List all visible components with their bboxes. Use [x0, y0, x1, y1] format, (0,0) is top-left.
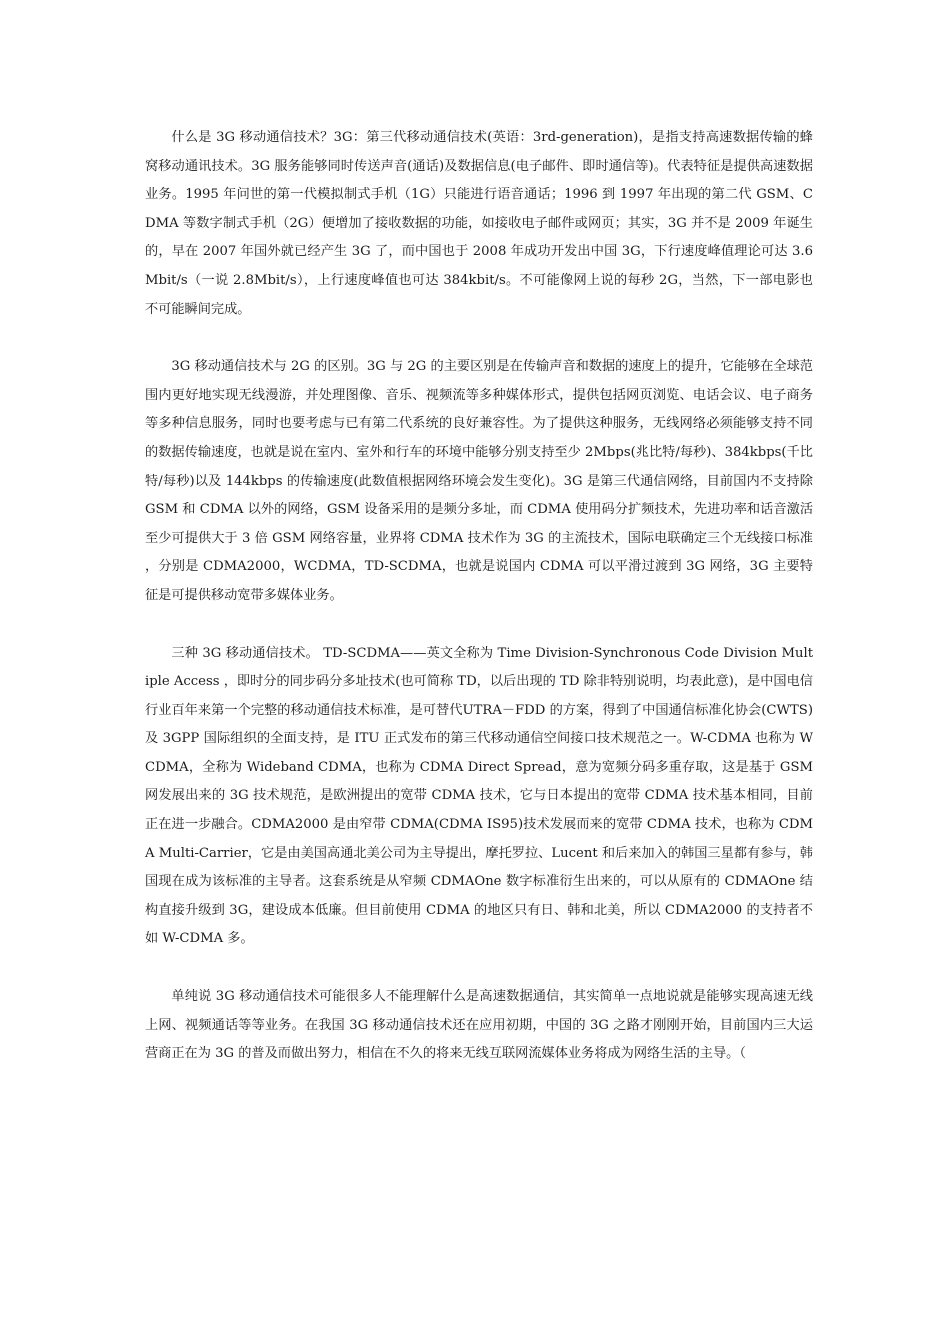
- paragraph-summary: 单纯说 3G 移动通信技术可能很多人不能理解什么是高速数据通信，其实简单一点地说就是能够实现高速无线上网、视频通话等等业务。在我国 3G 移动通信技术还在应用初期，中国的 3G 之路才刚刚开始，目前国内三大运营商正在为 3G 的普及而做出努力，相信在不久的将来无线互联网流媒体业务将成为网络生活的主导。（: [145, 989, 813, 1062]
- paragraph-three-3g-standards: 三种 3G 移动通信技术。 TD-SCDMA——英文全称为 Time Division-Synchronous Code Division Multiple Access ，即时分的同步码分多址技术(也可简称 TD，以后出现的 TD 除非特别说明，均表此意)，是中国电信行业百年来第一个完整的移动通信技术标准，是可替代UTRA－FDD 的方案，得到了中国通信标准化协会(CWTS)及 3GPP 国际组织的全面支持，是 ITU 正式发布的第三代移动通信空间接口技术规范之一。W-CDMA 也称为 WCDMA，全称为 Wideband CDMA，也称为 CDMA Direct Spread，意为宽频分码多重存取，这是基于 GSM 网发展出来的 3G 技术规范，是欧洲提出的宽带 CDMA 技术，它与日本提出的宽带 CDMA 技术基本相同，目前正在进一步融合。CDMA2000 是由窄带 CDMA(CDMA IS95)技术发展而来的宽带 CDMA 技术，也称为 CDMA Multi-Carrier，它是由美国高通北美公司为主导提出，摩托罗拉、Lucent 和后来加入的韩国三星都有参与，韩国现在成为该标准的主导者。这套系统是从窄频 CDMAOne 数字标准衍生出来的，可以从原有的 CDMAOne 结构直接升级到 3G，建设成本低廉。但目前使用 CDMA 的地区只有日、韩和北美，所以 CDMA2000 的支持者不如 W-CDMA 多。: [145, 645, 813, 947]
- paragraph-what-is-3g: 什么是 3G 移动通信技术？3G：第三代移动通信技术(英语：3rd-generation)，是指支持高速数据传输的蜂窝移动通讯技术。3G 服务能够同时传送声音(通话)及数据信息(电子邮件、即时通信等)。代表特征是提供高速数据业务。1995 年问世的第一代模拟制式手机（1G）只能进行语音通话；1996 到 1997 年出现的第二代 GSM、CDMA 等数字制式手机（2G）便增加了接收数据的功能，如接收电子邮件或网页；其实，3G 并不是 2009 年诞生的，早在 2007 年国外就已经产生 3G 了，而中国也于 2008 年成功开发出中国 3G，下行速度峰值理论可达 3.6Mbit/s（一说 2.8Mbit/s），上行速度峰值也可达 384kbit/s。不可能像网上说的每秒 2G，当然，下一部电影也不可能瞬间完成。: [145, 130, 813, 317]
- document-body: [145, 124, 813, 1069]
- paragraph-3g-vs-2g: 3G 移动通信技术与 2G 的区别。3G 与 2G 的主要区别是在传输声音和数据的速度上的提升，它能够在全球范围内更好地实现无线漫游，并处理图像、音乐、视频流等多种媒体形式，提供包括网页浏览、电话会议、电子商务等多种信息服务，同时也要考虑与已有第二代系统的良好兼容性。为了提供这种服务，无线网络必须能够支持不同的数据传输速度，也就是说在室内、室外和行车的环境中能够分别支持至少 2Mbps(兆比特/每秒)、384kbps(千比特/每秒)以及 144kbps 的传输速度(此数值根据网络环境会发生变化)。3G 是第三代通信网络，目前国内不支持除 GSM 和 CDMA 以外的网络，GSM 设备采用的是频分多址，而 CDMA 使用码分扩频技术，先进功率和话音激活至少可提供大于 3 倍 GSM 网络容量，业界将 CDMA 技术作为 3G 的主流技术，国际电联确定三个无线接口标准，分别是 CDMA2000，WCDMA，TD-SCDMA，也就是说国内 CDMA 可以平滑过渡到 3G 网络，3G 主要特征是可提供移动宽带多媒体业务。: [145, 359, 813, 603]
